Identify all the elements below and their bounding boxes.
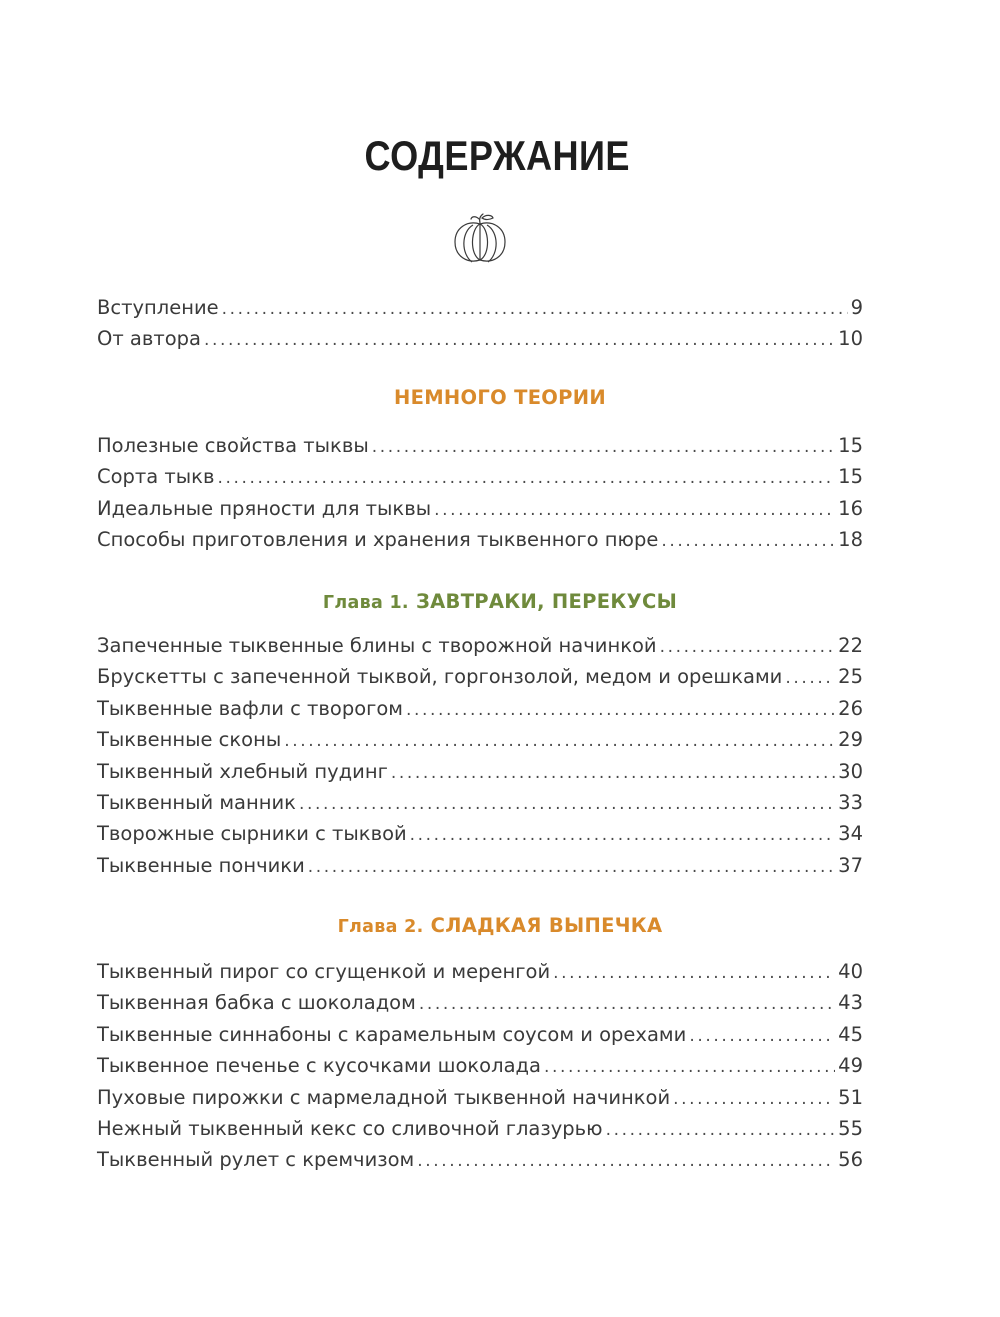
toc-entry[interactable] (97, 987, 863, 1018)
section-heading-chapter-1 (0, 590, 1000, 613)
toc-entry-title: Полезные свойства тыквы (97, 434, 369, 457)
toc-entry-page: 43 (838, 991, 863, 1015)
toc-entry-title: Творожные сырники с тыквой (97, 822, 407, 846)
section-heading-text: НЕМНОГО ТЕОРИИ (393, 386, 607, 409)
toc-entry[interactable] (97, 1050, 863, 1081)
toc-entry-title: Брускетты с запеченной тыквой, горгонзолой, медом и орешками (97, 665, 783, 689)
dot-leader (391, 758, 835, 789)
toc-entry-page: 15 (838, 434, 863, 457)
section-heading-chapter-2 (0, 914, 1000, 937)
dot-leader (661, 526, 835, 557)
toc-entry-title: Тыквенные вафли с творогом (97, 696, 404, 720)
toc-entry-page: 10 (838, 327, 863, 351)
toc-entry-page: 18 (838, 528, 863, 552)
dot-leader (308, 852, 835, 883)
toc-entry[interactable] (97, 661, 863, 692)
toc-entry-title: Тыквенные пончики (97, 853, 305, 877)
dot-leader (785, 663, 835, 694)
chapter-prefix: Глава 1. (322, 593, 409, 613)
toc-entry[interactable] (97, 1019, 863, 1050)
dot-leader (544, 1052, 835, 1083)
section-heading-text: СЛАДКАЯ ВЫПЕЧКА (430, 914, 663, 937)
toc-entry-title: Нежный тыквенный кекс со сливочной глазурью (97, 1116, 603, 1140)
toc-entry-page: 22 (838, 634, 863, 657)
toc-entry-page: 9 (850, 296, 863, 319)
toc-entry-page: 51 (838, 1085, 863, 1109)
toc-entry[interactable] (97, 756, 863, 787)
theory-list (97, 430, 863, 556)
dot-leader (204, 325, 835, 356)
toc-entry-title: Запеченные тыквенные блины с творожной начинкой (97, 634, 657, 657)
chapter-1-list (97, 630, 863, 881)
toc-entry-title: Тыквенный пирог со сгущенкой и меренгой (97, 960, 551, 983)
toc-entry[interactable] (97, 818, 863, 849)
toc-entry-title: Тыквенная бабка с шоколадом (97, 991, 416, 1015)
toc-entry[interactable] (97, 956, 863, 987)
dot-leader (434, 495, 835, 526)
toc-entry-title: Тыквенные синнабоны с карамельным соусом и орехами (97, 1022, 687, 1046)
dot-leader (410, 820, 836, 851)
toc-entry-title: Сорта тыкв (97, 465, 215, 489)
chapter-2-list (97, 956, 863, 1176)
toc-entry[interactable] (97, 524, 863, 555)
dot-leader (419, 989, 835, 1020)
dot-leader (417, 1146, 835, 1177)
toc-entry[interactable] (97, 724, 863, 755)
toc-entry-page: 40 (838, 960, 863, 983)
toc-entry-title: Пуховые пирожки с мармеладной тыквенной начинкой (97, 1085, 671, 1109)
dot-leader (372, 432, 835, 463)
dot-leader (222, 294, 848, 325)
toc-entry-page: 25 (838, 665, 863, 689)
pumpkin-icon (449, 210, 511, 268)
dot-leader (217, 463, 835, 494)
toc-entry-title: Идеальные пряности для тыквы (97, 496, 432, 520)
toc-entry[interactable] (97, 693, 863, 724)
dot-leader (673, 1084, 835, 1115)
toc-entry-title: Тыквенное печенье с кусочками шоколада (97, 1054, 541, 1078)
toc-entry[interactable] (97, 292, 863, 323)
toc-entry-page: 29 (838, 728, 863, 752)
toc-entry-page: 49 (838, 1054, 863, 1078)
toc-entry-page: 37 (838, 853, 863, 877)
chapter-prefix: Глава 2. (337, 917, 424, 937)
dot-leader (406, 695, 835, 726)
toc-entry[interactable] (97, 461, 863, 492)
intro-list (97, 292, 863, 355)
toc-entry-title: Тыквенный хлебный пудинг (97, 759, 388, 783)
section-heading-text: ЗАВТРАКИ, ПЕРЕКУСЫ (415, 590, 678, 613)
page-title: СОДЕРЖАНИЕ (364, 132, 630, 179)
dot-leader (606, 1115, 836, 1146)
toc-entry-title: Тыквенный рулет с кремчизом (97, 1148, 415, 1172)
toc-entry[interactable] (97, 787, 863, 818)
toc-entry-page: 56 (838, 1148, 863, 1172)
toc-entry[interactable] (97, 1113, 863, 1144)
toc-entry-page: 30 (838, 759, 863, 783)
toc-entry-page: 45 (838, 1022, 863, 1046)
toc-entry-page: 55 (838, 1116, 863, 1140)
section-heading-theory (0, 386, 1000, 409)
toc-entry[interactable] (97, 1082, 863, 1113)
toc-entry-page: 34 (838, 822, 863, 846)
toc-entry-title: Тыквенный манник (97, 790, 296, 814)
dot-leader (660, 632, 836, 663)
dot-leader (689, 1021, 835, 1052)
toc-entry-title: От автора (97, 327, 201, 351)
dot-leader (553, 958, 835, 989)
toc-entry-page: 33 (838, 790, 863, 814)
toc-entry-page: 26 (838, 696, 863, 720)
toc-entry[interactable] (97, 493, 863, 524)
toc-entry-title: Тыквенные сконы (97, 728, 282, 752)
dot-leader (284, 726, 835, 757)
toc-entry-title: Способы приготовления и хранения тыквенного пюре (97, 528, 659, 552)
toc-entry[interactable] (97, 630, 863, 661)
dot-leader (299, 789, 835, 820)
toc-entry[interactable] (97, 1144, 863, 1175)
toc-entry-page: 16 (838, 496, 863, 520)
toc-entry[interactable] (97, 323, 863, 354)
toc-entry[interactable] (97, 430, 863, 461)
toc-entry-page: 15 (838, 465, 863, 489)
toc-entry[interactable] (97, 850, 863, 881)
toc-entry-title: Вступление (97, 296, 219, 319)
